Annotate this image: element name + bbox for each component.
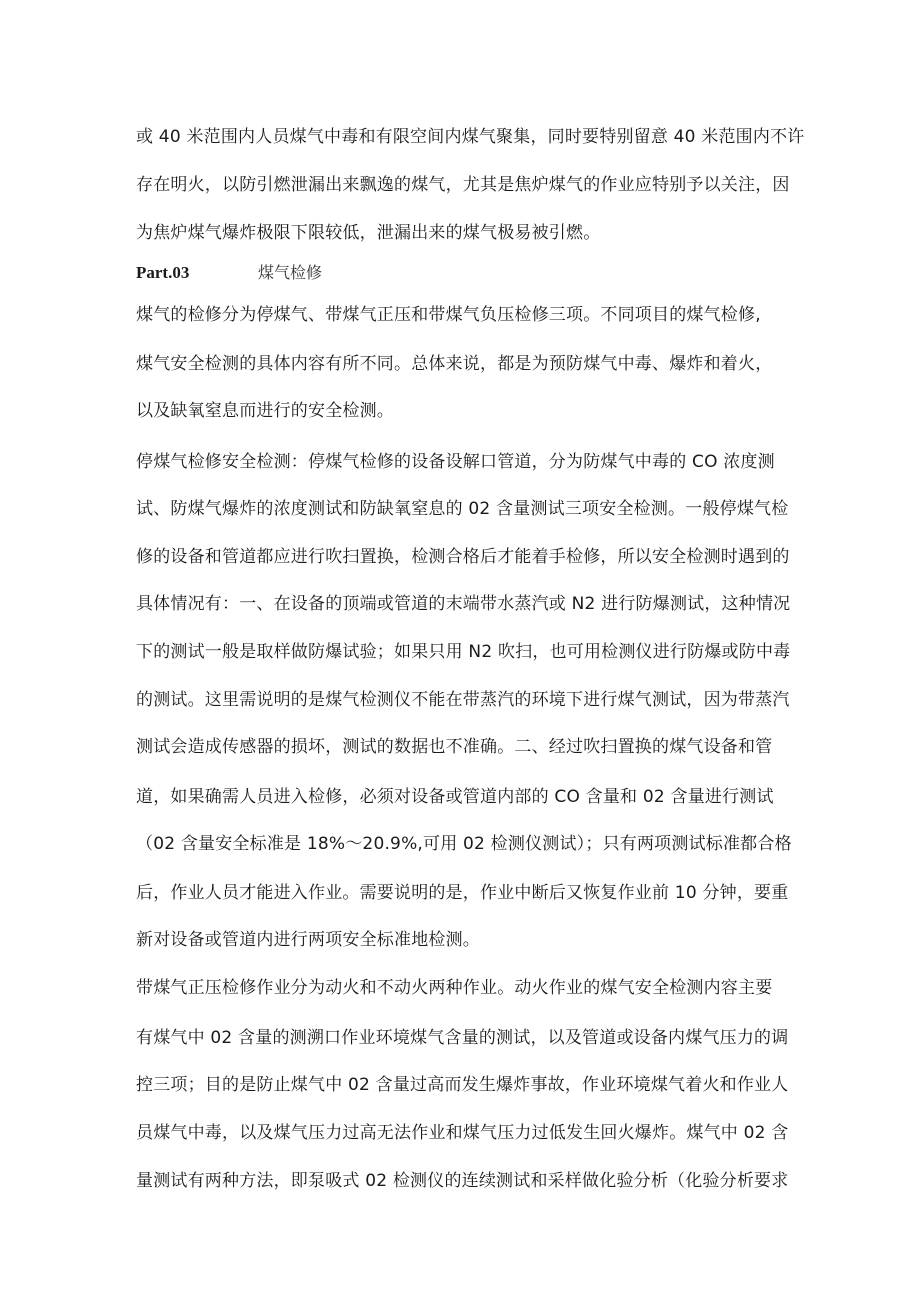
paragraph-line: （02 含量安全标准是 18%～20.9%,可用 02 检测仪测试）；只有两项测试标准都合格	[136, 834, 792, 854]
paragraph-line: 为焦炉煤气爆炸极限下限较低，泄漏出来的煤气极易被引燃。	[136, 223, 601, 243]
section-part-label: Part.03	[136, 263, 190, 282]
paragraph-line: 下的测试一般是取样做防爆试验；如果只用 N2 吹扫，也可用检测仪进行防爆或防中毒	[136, 642, 791, 662]
paragraph-line: 带煤气正压检修作业分为动火和不动火两种作业。动火作业的煤气安全检测内容主要	[136, 978, 773, 998]
section-title: 煤气检修	[258, 263, 323, 282]
paragraph-line: 的测试。这里需说明的是煤气检测仪不能在带蒸汽的环境下进行煤气测试，因为带蒸汽	[136, 690, 790, 710]
paragraph-line: 煤气安全检测的具体内容有所不同。总体来说，都是为预防煤气中毒、爆炸和着火，	[136, 354, 773, 374]
paragraph-line: 存在明火，以防引燃泄漏出来飘逸的煤气，尤其是焦炉煤气的作业应特别予以关注，因	[136, 175, 790, 195]
paragraph-line: 控三项；目的是防止煤气中 02 含量过高而发生爆炸事故，作业环境煤气着火和作业人	[136, 1075, 789, 1095]
section-heading	[136, 262, 323, 284]
paragraph-line: 有煤气中 02 含量的测溯口作业环境煤气含量的测试，以及管道或设备内煤气压力的调	[136, 1028, 789, 1048]
paragraph-line: 新对设备或管道内进行两项安全标准地检测。	[136, 930, 480, 950]
paragraph-line: 煤气的检修分为停煤气、带煤气正压和带煤气负压检修三项。不同项目的煤气检修,	[136, 305, 761, 325]
paragraph-line: 量测试有两种方法，即泵吸式 02 检测仪的连续测试和采样做化验分析（化验分析要求	[136, 1171, 789, 1191]
paragraph-line: 具体情况有：一、在设备的顶端或管道的末端带水蒸汽或 N2 进行防爆测试，这种情况	[136, 594, 791, 614]
paragraph-line: 修的设备和管道都应进行吹扫置换，检测合格后才能着手检修，所以安全检测时遇到的	[136, 547, 790, 567]
paragraph-line: 道，如果确需人员进入检修，必须对设备或管道内部的 CO 含量和 02 含量进行测试	[136, 787, 774, 807]
paragraph-line: 以及缺氧窒息而进行的安全检测。	[136, 401, 394, 421]
paragraph-line: 测试会造成传感器的损坏，测试的数据也不准确。二、经过吹扫置换的煤气设备和管	[136, 737, 773, 757]
paragraph-line: 员煤气中毒，以及煤气压力过高无法作业和煤气压力过低发生回火爆炸。煤气中 02 含	[136, 1123, 789, 1143]
paragraph-line: 试、防煤气爆炸的浓度测试和防缺氧窒息的 02 含量测试三项安全检测。一般停煤气检	[136, 499, 789, 519]
paragraph-line: 后，作业人员才能进入作业。需要说明的是，作业中断后又恢复作业前 10 分钟，要重	[136, 883, 789, 903]
paragraph-line: 停煤气检修安全检测：停煤气检修的设备设解口管道，分为防煤气中毒的 CO 浓度测	[136, 452, 775, 472]
paragraph-line: 或 40 米范围内人员煤气中毒和有限空间内煤气聚集，同时要特别留意 40 米范围内不许	[136, 127, 805, 147]
